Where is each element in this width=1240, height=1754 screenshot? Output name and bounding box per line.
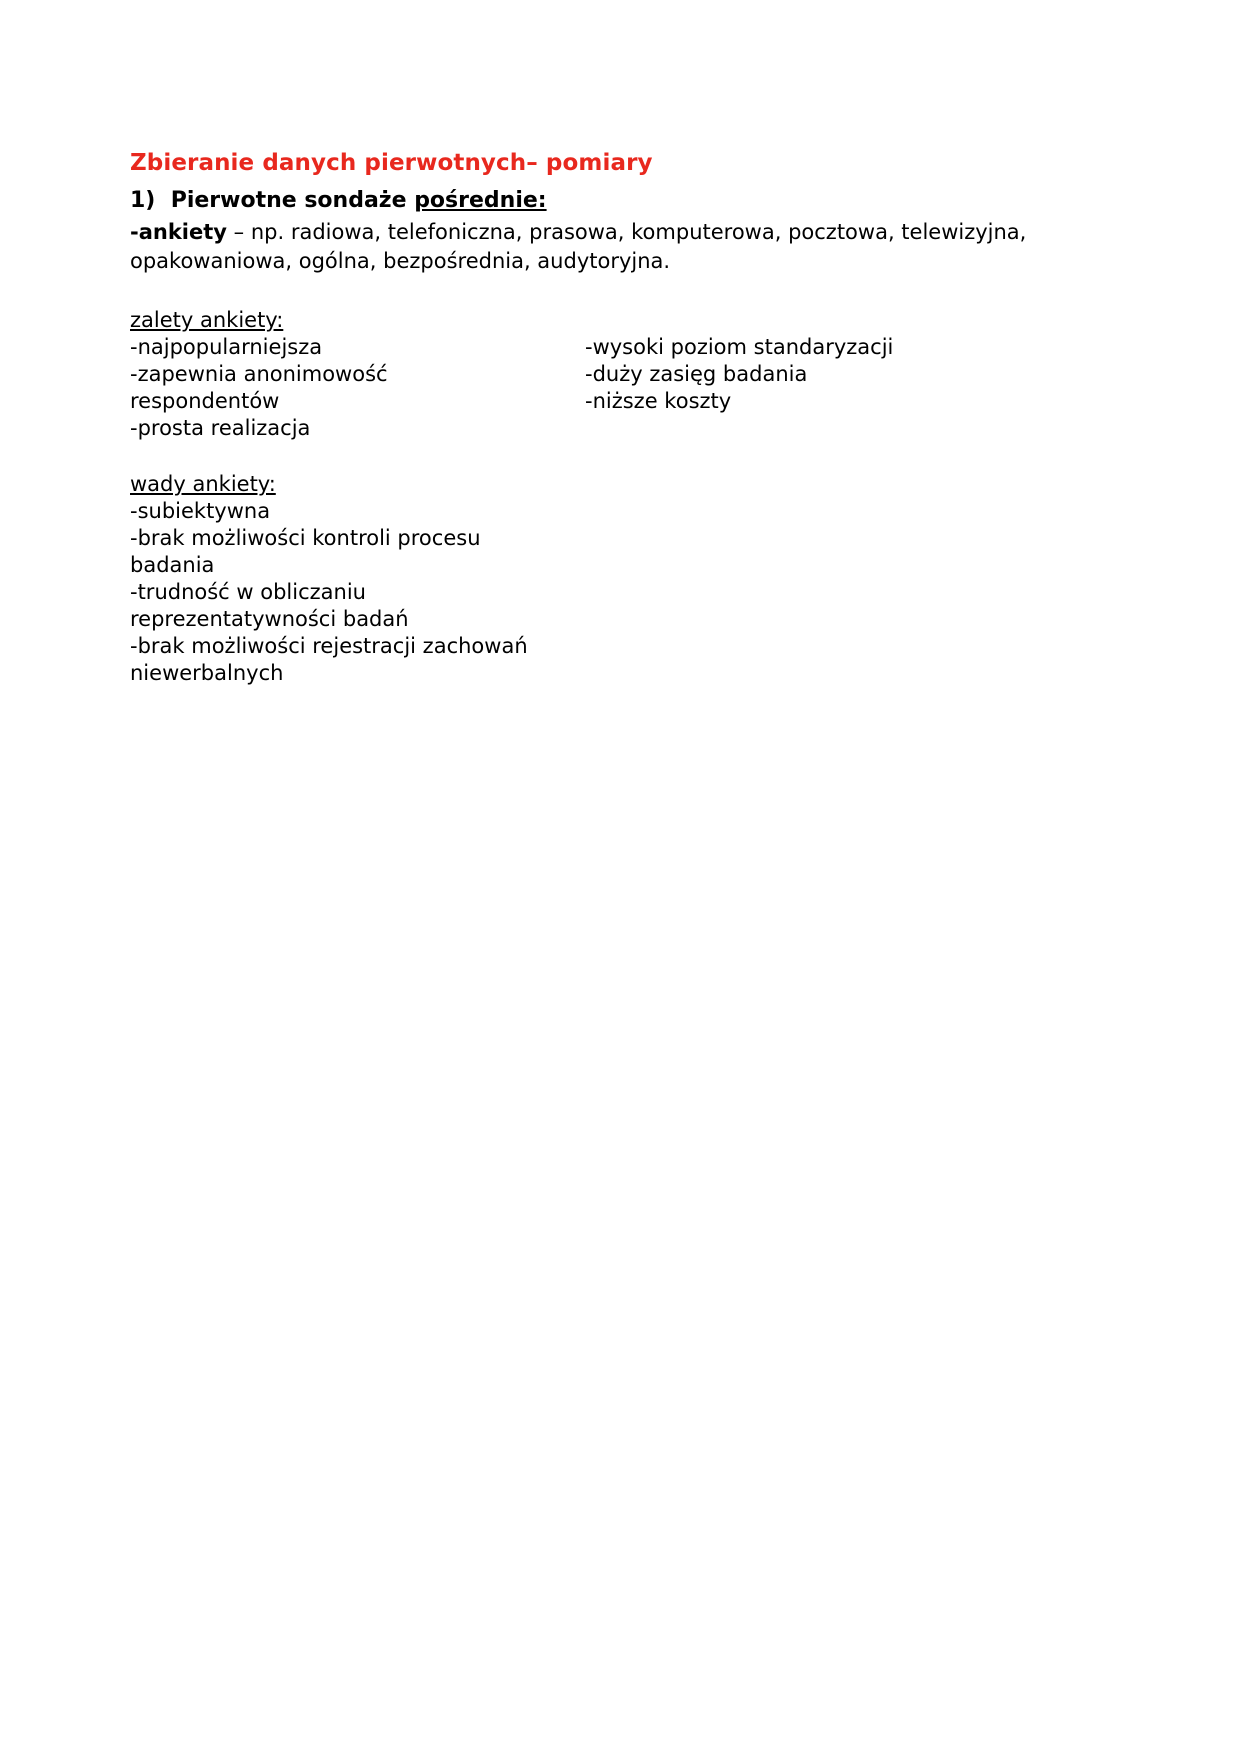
advantages-left-column [130, 334, 585, 442]
list-item: -zapewnia anonimowość respondentów [130, 362, 388, 413]
page-title: Zbieranie danych pierwotnych– pomiary [130, 150, 653, 176]
section-number: 1) [130, 188, 156, 213]
advantages-block [130, 306, 1110, 442]
spacer [130, 442, 1110, 470]
spacer [130, 276, 1110, 306]
disadvantages-block [130, 470, 1110, 687]
intro-term: -ankiety [130, 220, 227, 244]
intro-paragraph [130, 218, 1110, 276]
disadvantages-label: wady ankiety: [130, 472, 276, 496]
list-item: -prosta realizacja [130, 416, 311, 440]
list-item: -wysoki poziom standaryzacji [585, 335, 894, 359]
list-item: -subiektywna [130, 499, 271, 523]
advantages-label: zalety ankiety: [130, 308, 284, 332]
section-heading-text: Pierwotne sondaże [170, 188, 415, 213]
advantages-columns [130, 334, 1110, 442]
section-heading-underlined: pośrednie: [414, 188, 547, 213]
intro-rest: – np. radiowa, telefoniczna, prasowa, komputerowa, pocztowa, telewizyjna, opakowaniowa, ogólna, bezpośrednia, audytoryjna. [130, 220, 1027, 273]
advantages-right-column [585, 334, 1110, 415]
document-content [130, 148, 1110, 687]
list-item: -trudność w obliczaniu reprezentatywności badań [130, 580, 409, 631]
list-item: -niższe koszty [585, 389, 732, 413]
list-item: -brak możliwości kontroli procesu badania [130, 526, 481, 577]
list-item: -brak możliwości rejestracji zachowań niewerbalnych [130, 634, 528, 685]
list-item: -najpopularniejsza [130, 335, 323, 359]
list-item: -duży zasięg badania [585, 362, 808, 386]
section-heading [130, 186, 1110, 216]
